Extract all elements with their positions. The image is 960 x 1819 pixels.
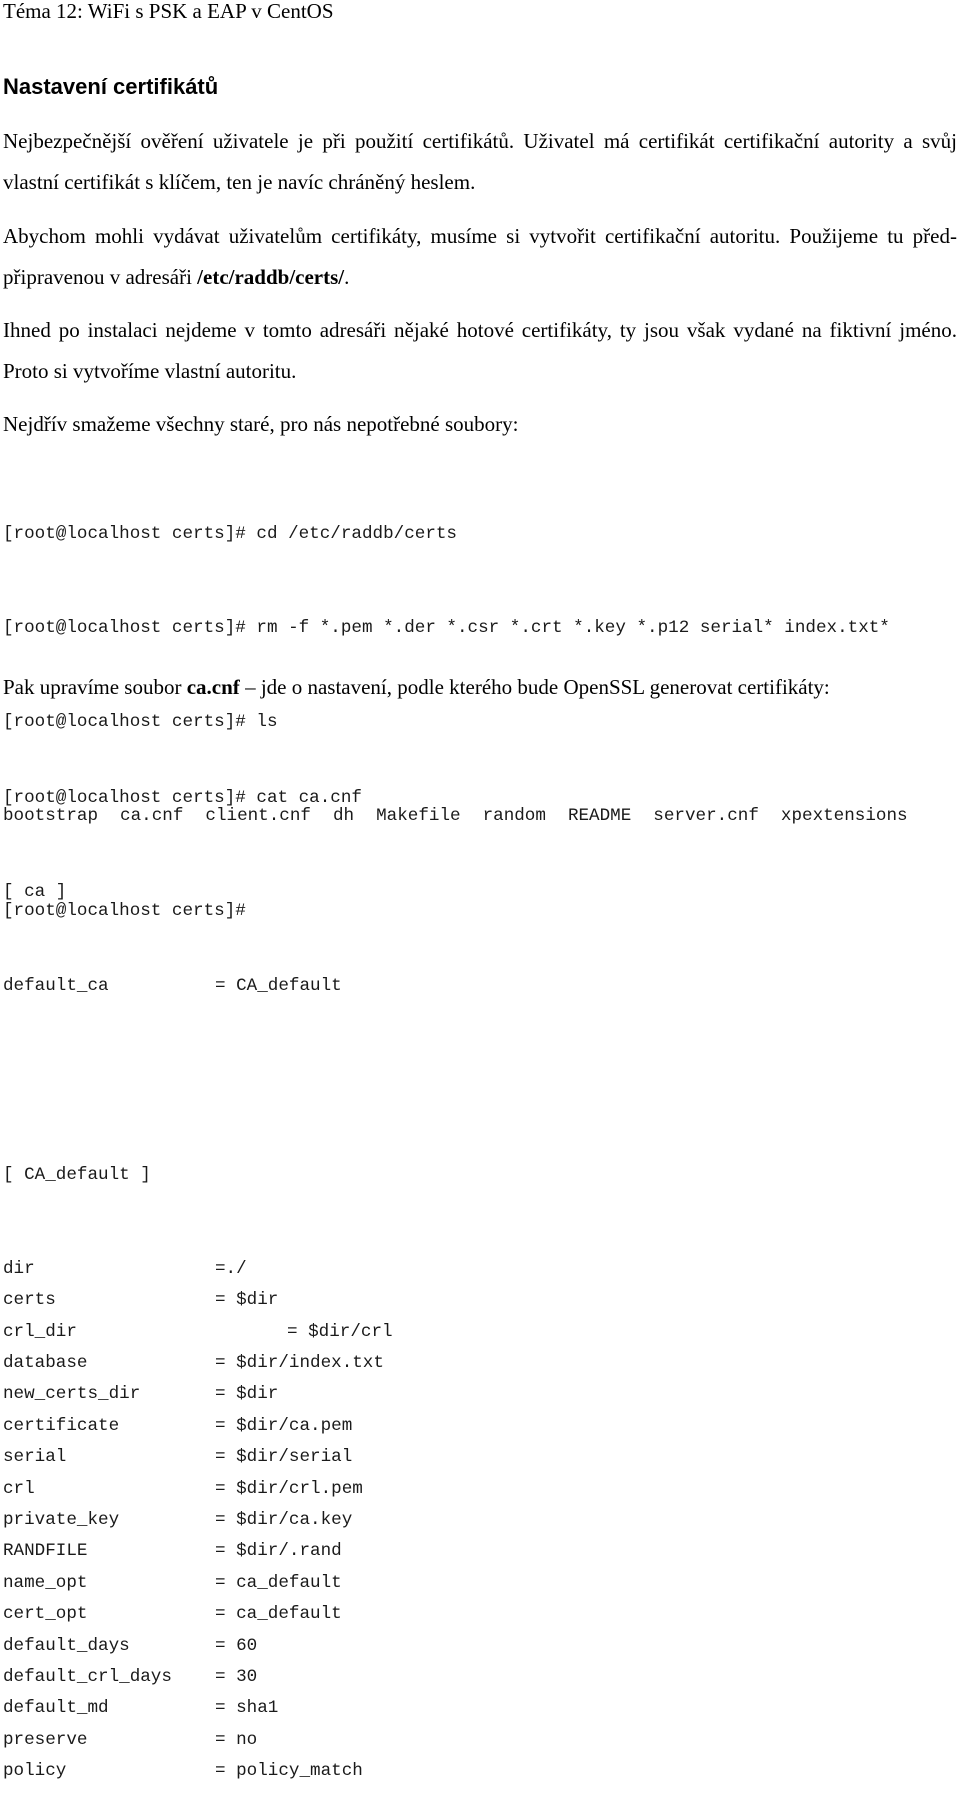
- config-key: cert_opt: [3, 1604, 88, 1625]
- ls-entry: xpextensions: [780, 806, 908, 827]
- config-setting-row: [3, 1317, 393, 1348]
- config-key: crl_dir: [3, 1321, 77, 1342]
- config-value: = $dir/index.txt: [215, 1353, 384, 1373]
- config-section-ca: [ ca ]: [3, 882, 67, 903]
- terminal-line-prompt: [root@localhost certs]#: [3, 900, 246, 921]
- certs-path: /etc/raddb/certs/: [197, 265, 345, 289]
- config-setting-row: [3, 1505, 393, 1536]
- config-key: default_ca: [3, 976, 109, 997]
- config-setting-row: [3, 1474, 393, 1505]
- config-key: default_crl_days: [3, 1666, 172, 1687]
- config-section-ca-default: [ CA_default ]: [3, 1164, 151, 1185]
- ls-entry: random: [482, 806, 546, 827]
- config-blank-line: [3, 1065, 393, 1096]
- config-key: certs: [3, 1290, 56, 1311]
- paragraph-ca-text: Abychom mohli vydávat uživatelům certifikáty, musíme si vytvořit certifikační autoritu. Použijeme tu před-připravenou v adresáři: [3, 224, 957, 289]
- ca-cnf-filename: ca.cnf: [186, 675, 240, 699]
- config-setting-row: [3, 1599, 393, 1630]
- config-setting-row: [3, 1442, 393, 1473]
- config-value: = 30: [215, 1666, 258, 1687]
- terminal-line-ls: [root@localhost certs]# ls: [3, 712, 278, 733]
- ls-entry: bootstrap: [3, 806, 99, 827]
- config-setting-row: [3, 1536, 393, 1567]
- config-key: certificate: [3, 1415, 120, 1436]
- paragraph-ca-end: .: [344, 265, 350, 289]
- config-key: new_certs_dir: [3, 1384, 141, 1405]
- config-key: name_opt: [3, 1572, 88, 1593]
- config-setting-row: [3, 1725, 393, 1756]
- config-key: default_days: [3, 1635, 130, 1656]
- config-setting-row: [3, 1693, 393, 1724]
- config-key: dir: [3, 1258, 35, 1279]
- config-value: = $dir/serial: [215, 1447, 353, 1468]
- ls-entry: ca.cnf: [120, 806, 184, 827]
- page-header: Téma 12: WiFi s PSK a EAP v CentOS: [3, 0, 334, 23]
- config-value: = $dir/.rand: [215, 1541, 342, 1562]
- config-key: serial: [3, 1447, 67, 1468]
- config-setting-row: [3, 1254, 393, 1285]
- config-setting-row: [3, 1348, 393, 1379]
- config-value: = $dir/ca.key: [215, 1509, 353, 1530]
- config-setting-row: [3, 1631, 393, 1662]
- config-value: = ca_default: [215, 1604, 342, 1625]
- paragraph-edit-ca: [3, 667, 957, 708]
- config-setting-row: [3, 1756, 393, 1787]
- terminal-block-ca-cnf: [3, 720, 393, 1819]
- config-setting-row: [3, 1411, 393, 1442]
- ls-entry: dh: [332, 806, 355, 827]
- config-value: = CA_default: [215, 976, 342, 997]
- config-default-ca: [3, 971, 393, 1002]
- config-value: = $dir: [215, 1384, 279, 1405]
- config-value: =./: [215, 1258, 247, 1279]
- paragraph-edit-ca-end: – jde o nastavení, podle kterého bude OpenSSL generovat certifikáty:: [239, 675, 830, 699]
- ls-entry: Makefile: [376, 806, 461, 827]
- config-settings-list: [3, 1254, 393, 1788]
- config-setting-row: [3, 1662, 393, 1693]
- config-setting-row: [3, 1285, 393, 1316]
- config-key: default_md: [3, 1698, 109, 1719]
- config-setting-row: [3, 1568, 393, 1599]
- config-key: preserve: [3, 1729, 88, 1750]
- paragraph-intro: Nejbezpečnější ověření uživatele je při použití certifikátů. Uživatel má certifikát certifikační autority a svůj vlastní certifikát s klíčem, ten je navíc chráněný heslem.: [3, 129, 957, 194]
- section-heading: Nastavení certifikátů: [3, 74, 219, 99]
- ls-entry: server.cnf: [653, 806, 759, 827]
- config-key: RANDFILE: [3, 1541, 88, 1562]
- config-key: private_key: [3, 1509, 120, 1530]
- config-key: policy: [3, 1761, 67, 1782]
- config-value: = $dir/crl.pem: [215, 1478, 363, 1499]
- config-value: = $dir/crl: [287, 1321, 393, 1342]
- config-value: = ca_default: [215, 1572, 342, 1593]
- paragraph-delete: Nejdřív smažeme všechny staré, pro nás nepotřebné soubory:: [3, 412, 519, 436]
- config-key: database: [3, 1353, 88, 1373]
- config-value: = $dir/ca.pem: [215, 1415, 353, 1436]
- config-value: = policy_match: [215, 1761, 363, 1782]
- config-setting-row: [3, 1379, 393, 1410]
- config-value: = no: [215, 1729, 258, 1750]
- terminal-line-rm: [root@localhost certs]# rm -f *.pem *.der *.csr *.crt *.key *.p12 serial* index.txt*: [3, 618, 890, 639]
- config-value: = sha1: [215, 1698, 279, 1719]
- config-value: = 60: [215, 1635, 258, 1656]
- config-value: = $dir: [215, 1290, 279, 1311]
- terminal-line-cat: [root@localhost certs]# cat ca.cnf: [3, 787, 362, 808]
- paragraph-fictive: Ihned po instalaci nejdeme v tomto adresáři nějaké hotové certifikáty, ty jsou však vydané na fiktivní jméno. Proto si vytvoříme vlastní autoritu.: [3, 318, 957, 383]
- ls-entry: README: [567, 806, 632, 827]
- terminal-line-cd: [root@localhost certs]# cd /etc/raddb/certs: [3, 523, 457, 544]
- config-key: crl: [3, 1478, 35, 1499]
- paragraph-ca: [3, 216, 957, 298]
- paragraph-edit-ca-text: Pak upravíme soubor: [3, 675, 187, 699]
- ls-entry: client.cnf: [205, 806, 311, 827]
